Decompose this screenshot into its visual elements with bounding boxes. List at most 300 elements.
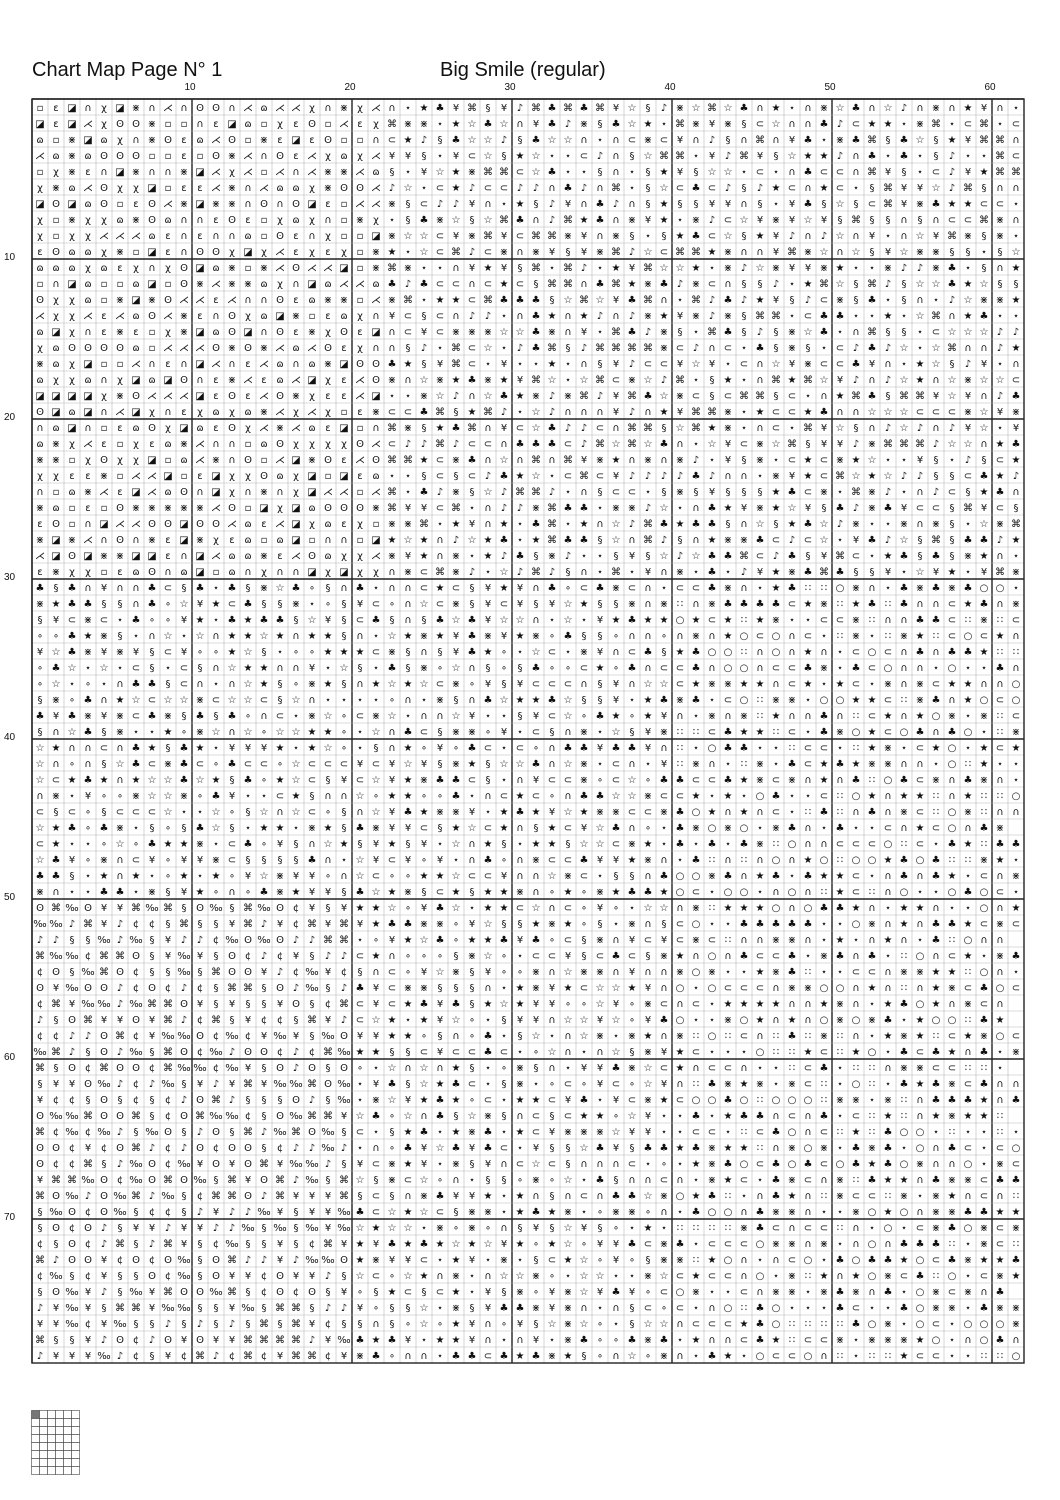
stitch-symbol: ⋇ [388,519,396,530]
stitch-symbol: ⋇ [820,263,828,274]
stitch-symbol: ⋇ [836,1191,844,1202]
stitch-symbol: ○ [724,647,733,658]
stitch-symbol: ¥ [37,1175,43,1186]
stitch-symbol: § [774,151,779,162]
stitch-symbol: ★ [452,1287,461,1298]
stitch-symbol: ⋇ [580,967,588,978]
stitch-symbol: ʘ [164,1255,172,1266]
stitch-symbol: ʘ [276,231,284,242]
stitch-symbol: ♣ [724,327,733,338]
stitch-symbol: ε [69,471,74,482]
stitch-symbol: ε [293,295,298,306]
stitch-symbol: ♪ [469,567,475,578]
stitch-symbol: ⋇ [964,1175,972,1186]
stitch-symbol: ⋇ [788,983,796,994]
stitch-symbol: § [54,807,59,818]
stitch-symbol: ♣ [964,887,973,898]
stitch-symbol: ∘ [165,871,171,882]
stitch-symbol: ∩ [676,903,683,914]
stitch-symbol: ☆ [836,423,845,434]
stitch-symbol: ⋆ [373,1127,379,1138]
stitch-symbol: ‰ [129,1047,142,1058]
stitch-symbol: ♣ [692,183,701,194]
stitch-symbol: ▫ [341,135,348,146]
stitch-symbol: ☆ [244,727,253,738]
stitch-symbol: ∩ [484,1319,491,1330]
stitch-symbol: ʘ [180,279,188,290]
stitch-symbol: ★ [772,711,781,722]
stitch-symbol: ♣ [820,119,829,130]
stitch-symbol: ★ [740,807,749,818]
stitch-symbol: ⋆ [885,295,891,306]
stitch-symbol: ¢ [309,1047,315,1058]
stitch-symbol: ★ [100,775,109,786]
stitch-symbol: ☆ [980,279,989,290]
stitch-symbol: ⋇ [468,231,476,242]
stitch-symbol: ¥ [357,1159,363,1170]
stitch-symbol: ⋇ [148,135,156,146]
stitch-symbol: § [54,1015,59,1026]
stitch-symbol: § [534,823,539,834]
stitch-symbol: ¥ [309,871,315,882]
stitch-symbol: § [566,247,571,258]
stitch-symbol: ♪ [901,471,907,482]
stitch-symbol: § [630,1143,635,1154]
stitch-symbol: ★ [516,695,525,706]
stitch-symbol: ★ [596,663,605,674]
stitch-symbol: ¥ [517,1319,523,1330]
stitch-symbol: ⋇ [932,1287,940,1298]
stitch-symbol: ★ [404,1127,413,1138]
stitch-symbol: ◪ [291,535,300,546]
stitch-symbol: § [486,663,491,674]
stitch-symbol: ¥ [181,855,187,866]
stitch-symbol: ○ [692,919,701,930]
stitch-symbol: ɷ [68,247,75,258]
stitch-symbol: ○ [884,1223,893,1234]
stitch-symbol: ♣ [980,599,989,610]
stitch-symbol: ⋆ [629,903,635,914]
stitch-symbol: ★ [980,1111,989,1122]
stitch-symbol: ☆ [596,1271,605,1282]
stitch-symbol: ⊂ [660,1175,668,1186]
stitch-symbol: ⊂ [980,871,988,882]
stitch-symbol: ε [101,439,106,450]
stitch-symbol: ☆ [436,167,445,178]
stitch-symbol: ⋆ [789,615,795,626]
stitch-symbol: ⋆ [469,791,475,802]
stitch-symbol: ♣ [756,535,765,546]
stitch-symbol: ★ [804,471,813,482]
stitch-symbol: ☆ [724,231,733,242]
stitch-symbol: ★ [516,391,525,402]
stitch-symbol: § [38,615,43,626]
stitch-symbol: ♪ [853,503,859,514]
stitch-symbol: ∩ [564,327,571,338]
stitch-symbol: ¥ [677,407,683,418]
stitch-symbol: ♣ [388,359,397,370]
stitch-symbol: ⊂ [948,615,956,626]
stitch-symbol: ⋇ [100,471,108,482]
stitch-symbol: ⋇ [868,1335,876,1346]
stitch-symbol: ∩ [804,1127,811,1138]
stitch-symbol: ¥ [725,199,731,210]
stitch-symbol: ⋇ [676,1255,684,1266]
stitch-symbol: ◪ [291,135,300,146]
stitch-symbol: ♣ [996,839,1005,850]
stitch-symbol: ¥ [389,807,395,818]
stitch-symbol: ⋆ [773,1271,779,1282]
stitch-symbol: ∩ [804,823,811,834]
stitch-symbol: ʘ [212,519,220,530]
stitch-symbol: ☆ [564,1015,573,1026]
stitch-symbol: ¥ [53,1079,59,1090]
stitch-symbol: ¥ [485,1159,491,1170]
stitch-symbol: ∩ [916,487,923,498]
stitch-symbol: § [534,279,539,290]
stitch-symbol: ⋆ [821,135,827,146]
stitch-symbol: ¥ [837,439,843,450]
stitch-symbol: ♪ [469,183,475,194]
stitch-symbol: ☆ [420,1079,429,1090]
stitch-symbol: ⋆ [757,1063,763,1074]
stitch-symbol: ★ [484,887,493,898]
stitch-symbol: ♪ [741,263,747,274]
stitch-symbol: ⋇ [1012,599,1020,610]
stitch-symbol: ⋇ [996,215,1004,226]
stitch-symbol: ★ [516,471,525,482]
stitch-symbol: ¥ [597,743,603,754]
stitch-symbol: ☆ [500,455,509,466]
stitch-symbol: ○ [948,807,957,818]
stitch-symbol: ⊂ [644,1239,652,1250]
stitch-symbol: ♣ [196,711,205,722]
stitch-symbol: ○ [996,1319,1005,1330]
stitch-symbol: ∘ [357,1063,363,1074]
stitch-symbol: ⊂ [468,1047,476,1058]
stitch-symbol: ⊂ [468,471,476,482]
stitch-symbol: ∩ [980,679,987,690]
stitch-symbol: ¥ [117,1015,123,1026]
stitch-symbol: ☆ [884,407,893,418]
stitch-symbol: ♪ [725,183,731,194]
stitch-symbol: ♣ [516,807,525,818]
stitch-symbol: ⋇ [692,759,700,770]
stitch-symbol: ⋇ [788,1207,796,1218]
stitch-symbol: ⋇ [532,631,540,642]
stitch-symbol: ∩ [756,423,763,434]
stitch-symbol: § [390,1047,395,1058]
stitch-symbol: § [550,1111,555,1122]
stitch-symbol: ʘ [244,935,252,946]
stitch-symbol: ○ [868,1207,877,1218]
stitch-symbol: ☆ [420,1207,429,1218]
stitch-symbol: ♪ [837,519,843,530]
stitch-symbol: ɷ [228,567,235,578]
stitch-symbol: § [198,663,203,674]
stitch-symbol: ∩ [724,1335,731,1346]
stitch-symbol: ∘ [453,1223,459,1234]
stitch-symbol: ∘ [629,1079,635,1090]
stitch-symbol: ⊂ [772,775,780,786]
stitch-symbol: χ [277,119,283,130]
stitch-symbol: § [534,1063,539,1074]
stitch-symbol: ⋆ [437,1159,443,1170]
stitch-symbol: ʘ [276,439,284,450]
stitch-symbol: ⌘ [691,295,701,306]
stitch-symbol: ¥ [69,855,75,866]
stitch-symbol: ʘ [52,247,60,258]
stitch-symbol: ♣ [900,855,909,866]
stitch-symbol: ★ [196,743,205,754]
stitch-symbol: ⋆ [821,631,827,642]
stitch-symbol: § [454,695,459,706]
stitch-symbol: ♣ [356,823,365,834]
stitch-symbol: ¥ [325,967,331,978]
stitch-symbol: ★ [420,455,429,466]
stitch-symbol: ▫ [101,279,108,290]
stitch-symbol: ⌘ [227,1191,237,1202]
stitch-symbol: ◪ [307,375,316,386]
stitch-symbol: ¥ [357,1303,363,1314]
stitch-symbol: ⊂ [580,871,588,882]
stitch-symbol: ☆ [420,375,429,386]
stitch-symbol: ∘ [85,823,91,834]
stitch-symbol: ¢ [85,1063,91,1074]
stitch-symbol: ⊂ [708,727,716,738]
stitch-symbol: ‰ [65,903,78,914]
stitch-symbol: ♪ [901,263,907,274]
stitch-symbol: ⊂ [724,215,732,226]
stitch-symbol: χ [373,215,379,226]
stitch-symbol: ♣ [756,919,765,930]
stitch-symbol: ɷ [36,263,43,274]
stitch-symbol: ¢ [325,1351,331,1362]
stitch-symbol: ⌘ [819,567,829,578]
stitch-symbol: ♣ [660,1143,669,1154]
stitch-symbol: ⊂ [564,935,572,946]
stitch-symbol: ¥ [69,999,75,1010]
stitch-symbol: ⋌ [371,103,381,114]
stitch-symbol: ∩ [708,343,715,354]
stitch-symbol: ∩ [516,1111,523,1122]
stitch-symbol: ○ [996,983,1005,994]
stitch-symbol: ∩ [180,551,187,562]
stitch-symbol: ♣ [996,487,1005,498]
stitch-symbol: ♣ [868,951,877,962]
stitch-symbol: ⋇ [964,999,972,1010]
stitch-symbol: ★ [404,1031,413,1042]
stitch-symbol: ★ [884,119,893,130]
stitch-symbol: ★ [772,1335,781,1346]
stitch-symbol: ○ [756,1239,765,1250]
stitch-symbol: ⋆ [869,263,875,274]
stitch-symbol: ¥ [373,1239,379,1250]
stitch-symbol: ⋆ [133,887,139,898]
stitch-symbol: ⋌ [355,391,365,402]
stitch-symbol: ♣ [404,919,413,930]
stitch-symbol: ★ [868,119,877,130]
stitch-symbol: ♣ [804,1159,813,1170]
stitch-symbol: ‰ [305,1159,318,1170]
stitch-symbol: ♣ [996,1335,1005,1346]
stitch-symbol: ♪ [165,1223,171,1234]
stitch-symbol: ∘ [389,1271,395,1282]
stitch-symbol: ★ [964,1111,973,1122]
stitch-symbol: ⋇ [564,1287,572,1298]
stitch-symbol: § [150,1319,155,1330]
stitch-symbol: ♣ [964,775,973,786]
stitch-symbol: ∩ [132,583,139,594]
stitch-symbol: ∩ [804,1191,811,1202]
stitch-symbol: ⋇ [756,455,764,466]
stitch-symbol: ⋆ [405,167,411,178]
stitch-symbol: ∘ [661,631,667,642]
stitch-symbol: ¥ [933,391,939,402]
stitch-symbol: ⌘ [195,1111,205,1122]
stitch-symbol: ∩ [916,103,923,114]
stitch-symbol: ⋆ [885,455,891,466]
stitch-symbol: ∷ [965,855,971,866]
stitch-symbol: ¥ [229,1303,235,1314]
stitch-symbol: ʘ [196,1335,204,1346]
stitch-symbol: § [294,855,299,866]
stitch-symbol: ¥ [565,951,571,962]
stitch-symbol: ⊂ [740,983,748,994]
stitch-symbol: ʘ [244,1143,252,1154]
stitch-symbol: ♪ [181,1095,187,1106]
stitch-symbol: ☆ [564,599,573,610]
stitch-symbol: ▫ [117,439,124,450]
stitch-symbol: ⋆ [293,823,299,834]
stitch-symbol: ★ [180,839,189,850]
stitch-symbol: § [774,343,779,354]
stitch-symbol: ∷ [821,887,827,898]
stitch-symbol: ∘ [597,1335,603,1346]
stitch-symbol: ∘ [581,887,587,898]
stitch-symbol: ☆ [36,823,45,834]
stitch-symbol: ☆ [388,679,397,690]
stitch-symbol: ⊂ [372,871,380,882]
stitch-symbol: ⋇ [724,311,732,322]
stitch-symbol: ♣ [852,663,861,674]
stitch-symbol: ♪ [453,199,459,210]
stitch-symbol: ◪ [195,359,204,370]
stitch-symbol: ∩ [644,919,651,930]
stitch-symbol: ∩ [820,1175,827,1186]
stitch-symbol: ‰ [321,1255,334,1266]
stitch-symbol: ⋌ [323,263,333,274]
stitch-symbol: ♣ [68,711,77,722]
stitch-symbol: ⋆ [693,375,699,386]
stitch-symbol: ¥ [645,983,651,994]
stitch-symbol: ∘ [165,599,171,610]
stitch-symbol: ∩ [788,167,795,178]
stitch-symbol: ♣ [948,1095,957,1106]
stitch-symbol: ⋇ [708,871,716,882]
stitch-symbol: ⋇ [996,519,1004,530]
stitch-symbol: ♣ [132,759,141,770]
stitch-symbol: ʘ [116,535,124,546]
stitch-symbol: ∷ [837,1223,843,1234]
stitch-symbol: ∩ [148,631,155,642]
stitch-symbol: ⋇ [404,567,412,578]
stitch-symbol: § [454,471,459,482]
stitch-symbol: ɷ [372,167,379,178]
stitch-symbol: ʘ [324,135,332,146]
stitch-symbol: ⋇ [212,855,220,866]
stitch-symbol: § [598,167,603,178]
stitch-symbol: ⋇ [1012,1223,1020,1234]
stitch-symbol: ɷ [100,263,107,274]
stitch-symbol: ⊂ [932,1319,940,1330]
stitch-symbol: ☆ [884,103,893,114]
stitch-symbol: ⋇ [260,135,268,146]
stitch-symbol: § [390,167,395,178]
stitch-symbol: ⋇ [836,1015,844,1026]
stitch-symbol: ♣ [900,999,909,1010]
stitch-symbol: ∩ [676,439,683,450]
stitch-symbol: ☆ [404,535,413,546]
stitch-symbol: ⊂ [708,231,716,242]
stitch-symbol: ⋇ [772,1207,780,1218]
stitch-symbol: ∷ [869,615,875,626]
stitch-symbol: ⊂ [996,503,1004,514]
stitch-symbol: § [54,1239,59,1250]
stitch-symbol: ʘ [212,103,220,114]
stitch-symbol: ○ [852,1015,861,1026]
stitch-symbol: ʘ [52,1191,60,1202]
stitch-symbol: ★ [612,615,621,626]
stitch-symbol: ∩ [84,743,91,754]
stitch-symbol: ★ [1012,295,1021,306]
stitch-symbol: ♣ [564,503,573,514]
stitch-symbol: ⋌ [355,167,365,178]
stitch-symbol: ¥ [965,135,971,146]
stitch-symbol: ♣ [228,759,237,770]
stitch-symbol: ʘ [244,343,252,354]
stitch-symbol: ʘ [68,1239,76,1250]
stitch-symbol: ○ [852,727,861,738]
stitch-symbol: ⋇ [52,567,60,578]
stitch-symbol: ⋆ [949,119,955,130]
stitch-symbol: ∩ [996,871,1003,882]
stitch-symbol: ☆ [452,1239,461,1250]
stitch-symbol: ◪ [339,567,348,578]
stitch-symbol: ∘ [517,1175,523,1186]
stitch-symbol: ⋆ [933,1127,939,1138]
stitch-symbol: ▫ [261,167,268,178]
stitch-symbol: ⌘ [403,455,413,466]
stitch-symbol: § [262,1143,267,1154]
stitch-symbol: § [950,247,955,258]
stitch-symbol: ⋌ [179,343,189,354]
stitch-symbol: ★ [276,775,285,786]
stitch-symbol: ⋇ [68,167,76,178]
stitch-symbol: ★ [804,407,813,418]
stitch-symbol: ε [37,247,42,258]
stitch-symbol: ☆ [644,375,653,386]
stitch-symbol: ⊂ [932,1255,940,1266]
stitch-symbol: ⋆ [517,1143,523,1154]
stitch-symbol: ⌘ [979,215,989,226]
stitch-symbol: ⊂ [468,1079,476,1090]
stitch-symbol: ★ [532,919,541,930]
stitch-symbol: ★ [708,807,717,818]
stitch-symbol: ∷ [805,807,811,818]
stitch-symbol: ⋆ [549,263,555,274]
stitch-symbol: ☆ [436,391,445,402]
